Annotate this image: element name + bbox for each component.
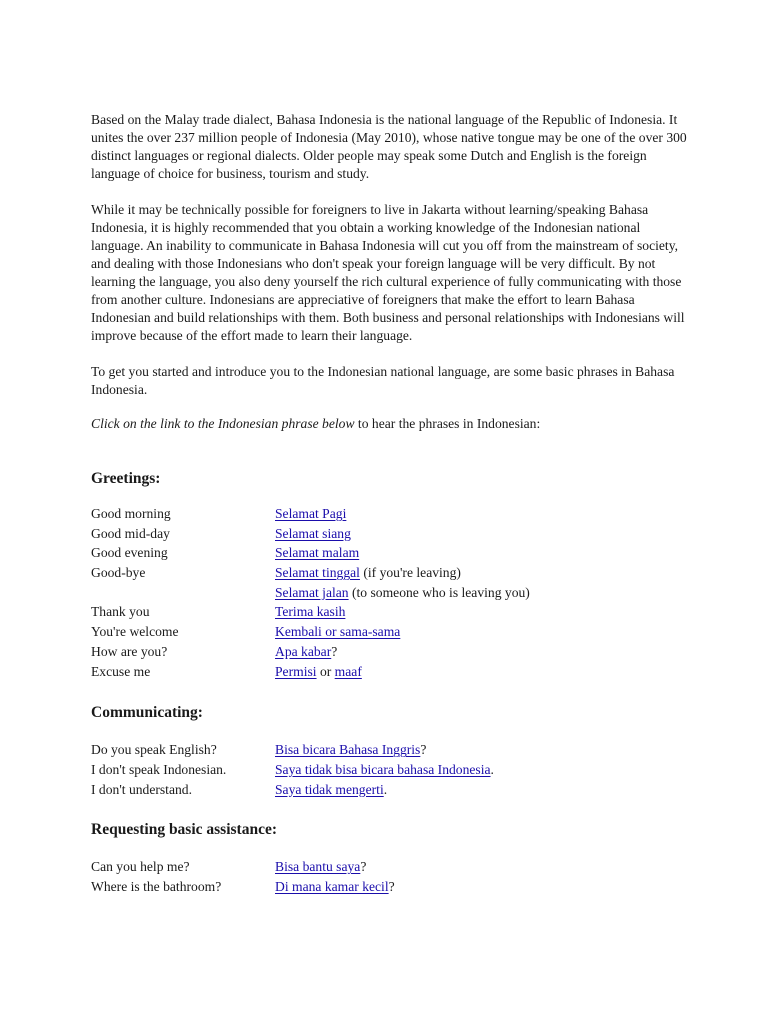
english-phrase: How are you? [91, 643, 168, 659]
english-phrase: Good mid-day [91, 525, 170, 541]
phrase-link[interactable]: Selamat malam [275, 545, 360, 561]
english-phrase: Thank you [91, 604, 150, 620]
phrase-row [91, 858, 691, 878]
phrase-punct: . [383, 781, 388, 797]
assistance-table [91, 858, 691, 897]
greetings-table [91, 505, 691, 682]
phrase-link[interactable]: Selamat jalan [275, 584, 349, 600]
english-phrase: You're welcome [91, 624, 179, 640]
phrase-note: (to someone who is leaving you) [348, 584, 530, 600]
english-phrase: Good-bye [91, 565, 146, 581]
intro-paragraph-2: While it may be technically possible for foreigners to live in Jakarta without learning/speaking Bahasa Indonesia, it is highly recommended that you obtain a working knowledge of the Indonesian national language. An inability to communicate in Bahasa Indonesia will cut you off from the mainstream of society, and dealing with those Indonesians who don't speak your foreign language will be very difficult. By not learning the language, you also deny yourself the rich cultural experience of fully communicating with those from another culture. Indonesians are appreciative of foreigners that make the effort to learn Bahasa Indonesian and build relationships with them. Both business and personal relationships with Indonesians will improve because of the effort made to learn their language. [91, 202, 685, 343]
phrase-link[interactable]: Terima kasih [275, 604, 346, 620]
english-phrase: Good evening [91, 545, 168, 561]
phrase-row [91, 505, 691, 525]
english-phrase: I don't speak Indonesian. [91, 761, 227, 777]
phrase-row [91, 603, 691, 623]
instruction-italic: Click on the link to the Indonesian phrase below [91, 416, 355, 431]
phrase-row [91, 878, 691, 898]
communicating-table [91, 741, 691, 800]
instruction-rest: to hear the phrases in Indonesian: [354, 416, 541, 431]
phrase-link[interactable]: maaf [334, 663, 362, 679]
phrase-link[interactable]: Saya tidak bisa bicara bahasa Indonesia [275, 761, 491, 777]
greetings-heading: Greetings: [91, 470, 161, 487]
phrase-row [91, 525, 691, 545]
phrase-row [91, 663, 691, 683]
phrase-row [91, 544, 691, 564]
phrase-link[interactable]: Saya tidak mengerti [275, 781, 384, 797]
phrase-row [91, 564, 691, 584]
english-phrase: Good morning [91, 506, 171, 521]
phrase-link[interactable]: Bisa bicara Bahasa Inggris [275, 742, 421, 758]
assistance-heading: Requesting basic assistance: [91, 821, 278, 839]
phrase-link[interactable]: Kembali or sama-sama [275, 624, 401, 640]
english-phrase: Where is the bathroom? [91, 878, 222, 894]
phrase-link[interactable]: Permisi [275, 663, 317, 679]
phrase-row [91, 741, 691, 761]
intro-paragraph-1: Based on the Malay trade dialect, Bahasa Indonesia is the national language of the Republic of Indonesia. It unites the over 237 million people of Indonesia (May 2010), whose native tongue may be one of the over 300 distinct languages or regional dialects. Older people may speak some Dutch and English is the foreign language of choice for business, tourism and study. [91, 112, 687, 181]
phrase-link[interactable]: Bisa bantu saya [275, 859, 361, 875]
english-phrase: Can you help me? [91, 859, 190, 875]
phrase-row [91, 761, 691, 781]
phrase-link[interactable]: Di mana kamar kecil [275, 878, 389, 894]
phrase-punct: . [490, 761, 494, 777]
phrase-punct: ? [388, 878, 395, 894]
phrase-punct: ? [331, 643, 338, 659]
phrase-punct: ? [360, 859, 367, 875]
phrase-row [91, 584, 691, 604]
phrase-joiner: or [316, 663, 335, 679]
phrase-punct: ? [420, 742, 427, 758]
phrase-link[interactable]: Selamat Pagi [275, 506, 347, 521]
document-page [91, 111, 691, 898]
phrase-note: (if you're leaving) [359, 565, 461, 581]
communicating-heading: Communicating: [91, 704, 203, 722]
intro-paragraph-3: To get you started and introduce you to the Indonesian national language, are some basic phrases in Bahasa Indonesia. [91, 364, 675, 397]
phrase-link[interactable]: Apa kabar [275, 643, 332, 659]
phrase-link[interactable]: Selamat siang [275, 525, 351, 541]
english-phrase: I don't understand. [91, 781, 192, 797]
phrase-link[interactable]: Selamat tinggal [275, 565, 360, 581]
instruction-paragraph [91, 415, 691, 433]
phrase-row [91, 643, 691, 663]
english-phrase: Do you speak English? [91, 742, 217, 758]
phrase-row [91, 781, 691, 801]
phrase-row [91, 623, 691, 643]
english-phrase: Excuse me [91, 663, 151, 679]
